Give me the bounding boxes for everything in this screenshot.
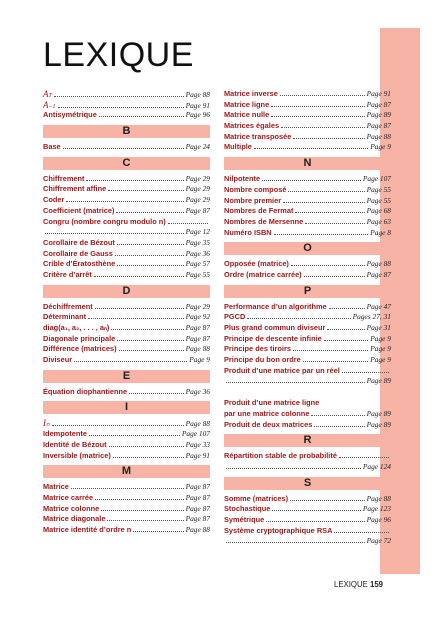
index-entry — [43, 334, 210, 345]
entry-term: Diagonale principale — [43, 333, 116, 343]
index-entry — [43, 270, 210, 281]
index-entry — [224, 89, 391, 100]
page-reference: Page 31 — [366, 323, 391, 332]
page-reference: Page 88 — [185, 419, 210, 429]
page-reference: Page 88 — [185, 344, 210, 354]
index-entry — [43, 482, 210, 493]
dot-leader — [111, 329, 183, 330]
page-reference: Page 92 — [185, 312, 210, 322]
page-reference: Page 9 — [370, 333, 391, 343]
section-letter-n: N — [224, 157, 391, 170]
dot-leader — [133, 531, 183, 532]
entry-term: Diviseur — [43, 355, 73, 365]
dot-leader — [283, 202, 364, 203]
entry-term: Matrice carrée — [43, 492, 94, 502]
index-entry — [224, 494, 391, 505]
index-entry — [43, 249, 210, 260]
page-reference: Page 107 — [181, 429, 210, 439]
dot-leader — [305, 223, 364, 224]
index-entry — [43, 312, 210, 323]
dot-leader — [88, 318, 183, 319]
dot-leader — [288, 191, 364, 192]
index-column-left — [43, 89, 210, 536]
page-reference: Page 88 — [366, 493, 391, 503]
page-reference: Page 36 — [185, 386, 210, 396]
dot-leader — [58, 107, 184, 108]
page-reference: Page 91 — [185, 450, 210, 460]
dot-leader — [327, 329, 364, 330]
entry-term: Matrice diagonale — [43, 514, 106, 524]
page-reference: Page 88 — [366, 259, 391, 269]
dot-leader — [113, 457, 184, 458]
page-number: 159 — [369, 580, 383, 589]
page-reference: Page 89 — [366, 110, 391, 120]
page-reference: Page 72 — [366, 536, 391, 546]
index-entry — [224, 312, 391, 323]
index-entry — [43, 174, 210, 185]
index-entry — [224, 451, 391, 472]
page-reference: Page 35 — [185, 237, 210, 247]
entry-superscript: T — [48, 93, 52, 99]
dot-leader — [271, 116, 364, 117]
entry-term: Performance d’un algorithme — [224, 301, 327, 311]
page-reference: Page 33 — [185, 439, 210, 449]
page-reference: Page 36 — [185, 248, 210, 258]
index-entry — [43, 100, 210, 111]
entry-term: Numéro ISBN — [224, 227, 272, 237]
entry-term: Symétrique — [224, 515, 265, 525]
page-reference: Page 87 — [366, 269, 391, 279]
index-entry — [224, 420, 391, 431]
index-entry — [224, 302, 391, 313]
dot-leader — [226, 382, 365, 383]
page-reference: Page 124 — [362, 461, 391, 471]
index-entry — [224, 196, 391, 207]
dot-leader — [66, 201, 183, 202]
dot-leader — [117, 265, 183, 266]
entry-term: Corollaire de Bézout — [43, 237, 115, 247]
entry-term: Matrice colonne — [43, 503, 100, 513]
section-letter-p: P — [224, 285, 391, 298]
page-reference: Page 88 — [185, 524, 210, 534]
dot-leader — [304, 276, 365, 277]
page-reference: Page 87 — [366, 121, 391, 131]
index-entry — [43, 344, 210, 355]
page-reference: Page 107 — [362, 174, 391, 184]
dot-leader — [311, 415, 364, 416]
page-reference: Page 87 — [185, 482, 210, 492]
dot-leader — [119, 350, 184, 351]
entry-term: Différence (matrices) — [43, 344, 117, 354]
entry-term: Déterminant — [43, 312, 87, 322]
page-reference: Page 68 — [366, 206, 391, 216]
dot-leader — [272, 510, 360, 511]
entry-term: Ordre (matrice carrée) — [224, 269, 302, 279]
entry-term: A — [43, 89, 49, 99]
page-reference: Page 29 — [185, 301, 210, 311]
index-entry — [224, 366, 391, 387]
page-reference: Page 29 — [185, 173, 210, 183]
dot-leader — [334, 532, 389, 533]
index-entry — [43, 206, 210, 217]
dot-leader — [86, 180, 183, 181]
entry-term: Matrice transposée — [224, 131, 292, 141]
dot-leader — [116, 212, 183, 213]
entry-term: Coefficient (matrice) — [43, 205, 115, 215]
index-entry — [43, 238, 210, 249]
page-reference: Page 9 — [370, 142, 391, 152]
page-reference: Page 89 — [366, 419, 391, 429]
dot-leader — [293, 350, 368, 351]
page-reference: Page 55 — [366, 184, 391, 194]
index-entry — [43, 195, 210, 206]
entry-term: Matrice identité d’ordre n — [43, 524, 132, 534]
page-reference: Page 29 — [185, 195, 210, 205]
entry-term: PGCD — [224, 312, 246, 322]
dot-leader — [117, 340, 183, 341]
dot-leader — [109, 446, 184, 447]
dot-leader — [45, 233, 184, 234]
section-letter-r: R — [224, 434, 391, 447]
entry-term: Matrice — [43, 482, 69, 492]
dot-leader — [314, 426, 364, 427]
page-reference: Page 88 — [185, 90, 210, 99]
dot-leader — [168, 223, 208, 224]
index-entry — [43, 323, 210, 334]
dot-leader — [107, 520, 183, 521]
section-letter-o: O — [224, 242, 391, 255]
entry-term: Nilpotente — [224, 174, 261, 184]
index-entry — [43, 451, 210, 462]
page-reference: Page 89 — [366, 408, 391, 418]
index-entry — [224, 100, 391, 111]
dot-leader — [71, 488, 184, 489]
entry-term: Corollaire de Gauss — [43, 248, 113, 258]
page-reference: Page 87 — [185, 323, 210, 333]
entry-term: Répartition stable de probabilité — [224, 451, 337, 461]
index-entry — [43, 525, 210, 536]
index-entry — [224, 259, 391, 270]
dot-leader — [95, 308, 184, 309]
index-entry — [224, 334, 391, 345]
page-reference: Page 91 — [366, 89, 391, 98]
section-letter-m: M — [43, 465, 210, 478]
entry-term: Critère d’arrêt — [43, 269, 92, 279]
page-reference: Page 24 — [185, 142, 210, 152]
section-letter-i: I — [43, 401, 210, 414]
entry-term: Nombre premier — [224, 195, 282, 205]
page-reference: Page 12 — [185, 227, 210, 237]
page-reference: Page 29 — [185, 184, 210, 194]
page-reference: Page 96 — [366, 515, 391, 525]
index-entry — [43, 418, 210, 429]
dot-leader — [226, 468, 361, 469]
page-reference: Page 55 — [366, 195, 391, 205]
page-reference: Pages 27, 31 — [352, 312, 391, 322]
spacer — [224, 387, 391, 398]
index-entry — [224, 121, 391, 132]
dot-leader — [274, 234, 369, 235]
entry-term: Base — [43, 142, 61, 152]
index-entry — [224, 398, 391, 419]
dot-leader — [63, 148, 184, 149]
dot-leader — [115, 255, 184, 256]
entry-term: diag(a₁, a₂, . . . , aₙ) — [43, 323, 110, 333]
entry-term: Inversible (matrice) — [43, 450, 111, 460]
index-entry — [224, 515, 391, 526]
index-entry — [43, 184, 210, 195]
index-entry — [43, 355, 210, 366]
page-reference: Page 96 — [185, 110, 210, 120]
entry-term: Déchiffrement — [43, 301, 93, 311]
entry-term: Système cryptographique RSA — [224, 525, 333, 535]
index-entry — [43, 217, 210, 238]
page-reference: Page 87 — [185, 503, 210, 513]
page-reference: Page 87 — [185, 492, 210, 502]
index-entry — [224, 217, 391, 228]
index-entry — [43, 514, 210, 525]
entry-term: Principe du bon ordre — [224, 355, 301, 365]
entry-superscript: −1 — [48, 103, 56, 110]
page-reference: Page 87 — [185, 333, 210, 343]
entry-term: Nombres de Mersenne — [224, 216, 304, 226]
entry-term: A — [43, 99, 49, 110]
dot-leader — [280, 95, 365, 96]
entry-term: Chiffrement affine — [43, 184, 107, 194]
entry-term: Iₙ — [43, 418, 50, 429]
index-entry — [224, 526, 391, 547]
page-reference: Page 57 — [185, 259, 210, 269]
index-entry — [224, 355, 391, 366]
section-letter-b: B — [43, 125, 210, 138]
dot-leader — [74, 361, 187, 362]
entry-term: Principe des tiroirs — [224, 344, 291, 354]
section-letter-d: D — [43, 285, 210, 298]
entry-term: Plus grand commun diviseur — [224, 323, 326, 332]
entry-term: Identité de Bézout — [43, 439, 107, 449]
dot-leader — [324, 340, 369, 341]
index-entry — [224, 132, 391, 143]
entry-term: Chiffrement — [43, 173, 85, 183]
index-entry — [43, 504, 210, 515]
dot-leader — [101, 510, 183, 511]
entry-term: Somme (matrices) — [224, 493, 289, 503]
dot-leader — [290, 500, 364, 501]
dot-leader — [329, 308, 365, 309]
page-reference: Page 87 — [185, 514, 210, 524]
entry-term: Matrice inverse — [224, 89, 278, 98]
index-entry — [224, 344, 391, 355]
entry-term: Matrice nulle — [224, 110, 270, 120]
dot-leader — [295, 212, 364, 213]
page-reference: Page 63 — [366, 216, 391, 226]
entry-term: Idempotente — [43, 429, 87, 439]
page-reference: Page 87 — [185, 205, 210, 215]
index-entry — [224, 323, 391, 334]
dot-leader — [108, 190, 183, 191]
dot-leader — [94, 276, 184, 277]
entry-term: Matrices égales — [224, 121, 280, 131]
dot-leader — [293, 138, 364, 139]
entry-term: Nombre composé — [224, 184, 287, 194]
dot-leader — [247, 318, 350, 319]
footer-label: LEXIQUE — [334, 580, 368, 589]
index-entry — [224, 185, 391, 196]
index-entry — [224, 206, 391, 217]
index-entry — [43, 142, 210, 153]
entry-term: Opposée (matrice) — [224, 259, 289, 269]
index-entry — [43, 302, 210, 313]
entry-term: Antisymétrique — [43, 110, 97, 120]
index-column-right — [224, 89, 391, 547]
entry-term: Multiple — [224, 142, 252, 152]
page-reference: Page 9 — [370, 344, 391, 354]
page-reference: Page 9 — [189, 355, 210, 365]
index-entry — [224, 504, 391, 515]
dot-leader — [266, 521, 364, 522]
page-footer — [334, 580, 383, 589]
entry-term: Équation diophantienne — [43, 386, 128, 396]
page-reference: Page 8 — [370, 227, 391, 237]
dot-leader — [254, 148, 368, 149]
dot-leader — [339, 457, 389, 458]
dot-leader — [129, 393, 183, 394]
dot-leader — [95, 499, 183, 500]
dot-leader — [271, 106, 364, 107]
page-reference: Page 123 — [362, 504, 391, 514]
index-entry — [43, 89, 210, 100]
dot-leader — [89, 435, 180, 436]
page-reference: Page 89 — [366, 376, 391, 386]
dot-leader — [226, 542, 365, 543]
dot-leader — [303, 361, 368, 362]
page-reference: Page 55 — [185, 269, 210, 279]
index-entry — [224, 142, 391, 153]
dot-leader — [99, 116, 184, 117]
entry-term: Produit de deux matrices — [224, 419, 313, 429]
entry-term: par une matrice colonne — [224, 408, 310, 418]
entry-term: Nombres de Fermat — [224, 206, 294, 216]
index-entry — [224, 270, 391, 281]
section-letter-c: C — [43, 157, 210, 170]
index-entry — [43, 440, 210, 451]
entry-term: Produit d’une matrice par un réel — [224, 365, 340, 375]
index-entry — [43, 259, 210, 270]
index-entry — [43, 387, 210, 398]
section-letter-s: S — [224, 477, 391, 490]
page-reference: Page 91 — [185, 100, 210, 110]
dot-leader — [291, 265, 365, 266]
dot-leader — [342, 372, 389, 373]
dot-leader — [54, 96, 184, 97]
dot-leader — [281, 127, 365, 128]
index-entry — [224, 228, 391, 239]
index-entry — [43, 429, 210, 440]
dot-leader — [117, 244, 184, 245]
index-entry — [43, 493, 210, 504]
index-entry — [43, 110, 210, 121]
entry-term: Matrice ligne — [224, 99, 270, 109]
entry-term: Coder — [43, 195, 65, 205]
entry-term: Produit d’une matrice ligne — [224, 398, 320, 408]
dot-leader — [262, 180, 361, 181]
entry-term: Stochastique — [224, 504, 271, 514]
entry-term: Congru (nombre congru modulo n) — [43, 216, 166, 226]
page-reference: Page 47 — [366, 301, 391, 311]
entry-term: Crible d’Ératosthène — [43, 259, 116, 269]
page-reference: Page 88 — [366, 131, 391, 141]
dot-leader — [52, 425, 184, 426]
page-reference: Page 9 — [370, 355, 391, 365]
page-reference: Page 87 — [366, 99, 391, 109]
page-title: LEXIQUE — [43, 36, 194, 74]
section-letter-e: E — [43, 370, 210, 383]
index-entry — [224, 110, 391, 121]
entry-term: Principe de descente infinie — [224, 333, 322, 343]
index-entry — [224, 174, 391, 185]
